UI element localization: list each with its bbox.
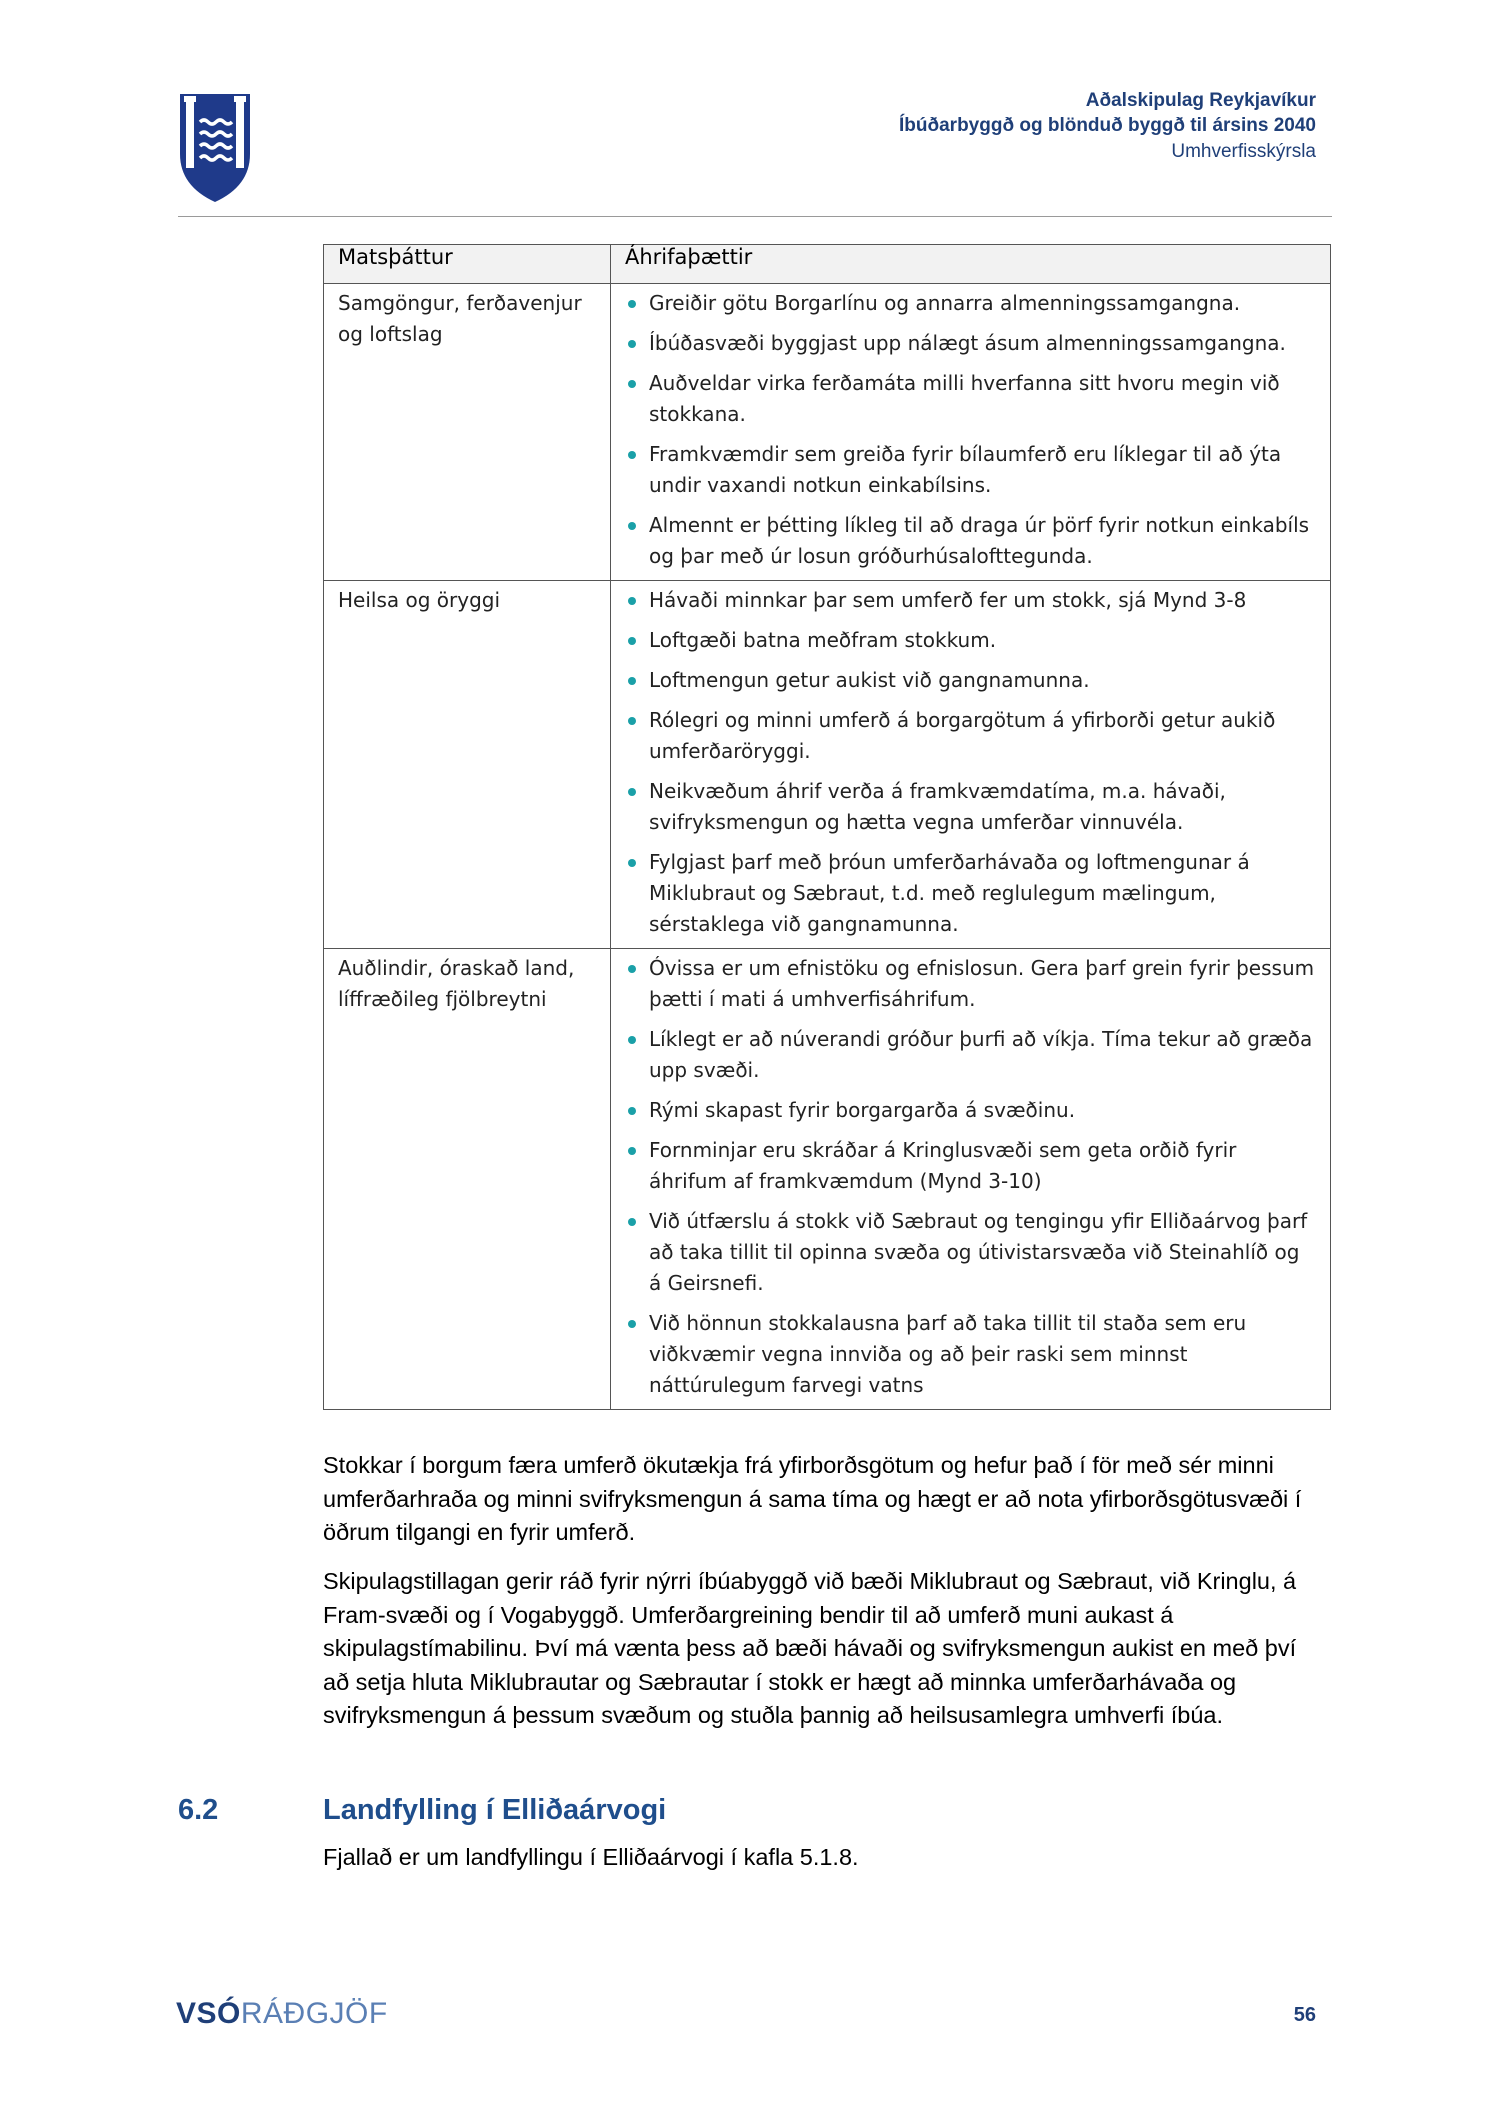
list-item: Almennt er þétting líkleg til að draga úr þörf fyrir notkun einkabíls og þar með úr losun gróðurhúsalofttegunda. [625, 510, 1316, 572]
section-title: Landfylling í Elliðaárvogi [323, 1794, 667, 1826]
header-plan-title: Aðalskipulag Reykjavíkur [1085, 90, 1316, 111]
assessment-table [323, 244, 1331, 1410]
list-item: Líklegt er að núverandi gróður þurfi að víkja. Tíma tekur að græða upp svæði. [625, 1024, 1316, 1086]
row-factor: Auðlindir, óraskað land, líffræðileg fjölbreytni [324, 949, 611, 1410]
body-paragraph-plan: Skipulagstillagan gerir ráð fyrir nýrri íbúabyggð við bæði Miklubraut og Sæbraut, við Kringlu, á Fram-svæði og í Vogabyggð. Umferðargreining bendir til að umferð muni aukast á skipulagstímabilinu. Því má vænta þess að bæði hávaði og svifryksmengun aukist en með því að setja hluta Miklubrautar og Sæbrautar í stokk er hægt að minnka umferðarhávaða og svifryksmengun á þessum svæðum og stuðla þannig að heilsusamlegra umhverfi íbúa. [323, 1568, 1297, 1728]
row-effects [611, 949, 1331, 1410]
list-item: Loftgæði batna meðfram stokkum. [625, 625, 1316, 656]
list-item: Auðveldar virka ferðamáta milli hverfanna sitt hvoru megin við stokkana. [625, 368, 1316, 430]
column-header-factor: Matsþáttur [324, 245, 611, 284]
column-header-effects: Áhrifaþættir [611, 245, 1331, 284]
row-factor: Samgöngur, ferðavenjur og loftslag [324, 284, 611, 581]
header-plan-subtitle: Íbúðarbyggð og blönduð byggð til ársins 2040 [899, 115, 1316, 136]
list-item: Rými skapast fyrir borgargarða á svæðinu. [625, 1095, 1316, 1126]
list-item: Rólegri og minni umferð á borgargötum á yfirborði getur aukið umferðaröryggi. [625, 705, 1316, 767]
footer-brand-logo [176, 1997, 388, 2031]
list-item: Neikvæðum áhrif verða á framkvæmdatíma, m.a. hávaði, svifryksmengun og hætta vegna umferðar vinnuvéla. [625, 776, 1316, 838]
list-item: Fornminjar eru skráðar á Kringlusvæði sem geta orðið fyrir áhrifum af framkvæmdum (Mynd 3-10) [625, 1135, 1316, 1197]
list-item: Loftmengun getur aukist við gangnamunna. [625, 665, 1316, 696]
list-item: Við útfærslu á stokk við Sæbraut og tengingu yfir Elliðaárvog þarf að taka tillit til opinna svæða og útivistarsvæða við Steinahlíð og á Geirsnefi. [625, 1206, 1316, 1299]
list-item: Við hönnun stokkalausna þarf að taka tillit til staða sem eru viðkvæmir vegna innviða og að þeir raski sem minnst náttúrulegum farvegi vatns [625, 1308, 1316, 1401]
page-number: 56 [1293, 2004, 1316, 2026]
row-effects [611, 284, 1331, 581]
table-header-row [324, 245, 1331, 284]
list-item: Framkvæmdir sem greiða fyrir bílaumferð eru líklegar til að ýta undir vaxandi notkun einkabílsins. [625, 439, 1316, 501]
body-paragraph-tunnels: Stokkar í borgum færa umferð ökutækja frá yfirborðsgötum og hefur það í för með sér minni umferðarhraða og minni svifryksmengun á sama tíma og hægt er að nota yfirborðsgötusvæði í öðrum tilgangi en fyrir umferð. [323, 1452, 1302, 1545]
table-row [324, 284, 1331, 581]
reykjavik-logo [178, 92, 252, 204]
table-row [324, 581, 1331, 949]
list-item: Fylgjast þarf með þróun umferðarhávaða og loftmengunar á Miklubraut og Sæbraut, t.d. með reglulegum mælingum, sérstaklega við gangnamunna. [625, 847, 1316, 940]
brand-name-bold: VSÓ [176, 1997, 241, 2030]
row-factor: Heilsa og öryggi [324, 581, 611, 949]
list-item: Hávaði minnkar þar sem umferð fer um stokk, sjá Mynd 3-8 [625, 585, 1316, 616]
section-number: 6.2 [178, 1794, 219, 1826]
header-report-type: Umhverfisskýrsla [1171, 141, 1316, 162]
table-row [324, 949, 1331, 1410]
list-item: Óvissa er um efnistöku og efnislosun. Gera þarf grein fyrir þessum þætti í mati á umhverfisáhrifum. [625, 953, 1316, 1015]
row-effects [611, 581, 1331, 949]
list-item: Greiðir götu Borgarlínu og annarra almenningssamgangna. [625, 288, 1316, 319]
list-item: Íbúðasvæði byggjast upp nálægt ásum almenningssamgangna. [625, 328, 1316, 359]
document-header [899, 88, 1316, 165]
brand-name-light: RÁÐGJÖF [240, 1997, 388, 2030]
header-divider [178, 216, 1332, 217]
section-body: Fjallað er um landfyllingu í Elliðaárvogi í kafla 5.1.8. [323, 1844, 859, 1870]
